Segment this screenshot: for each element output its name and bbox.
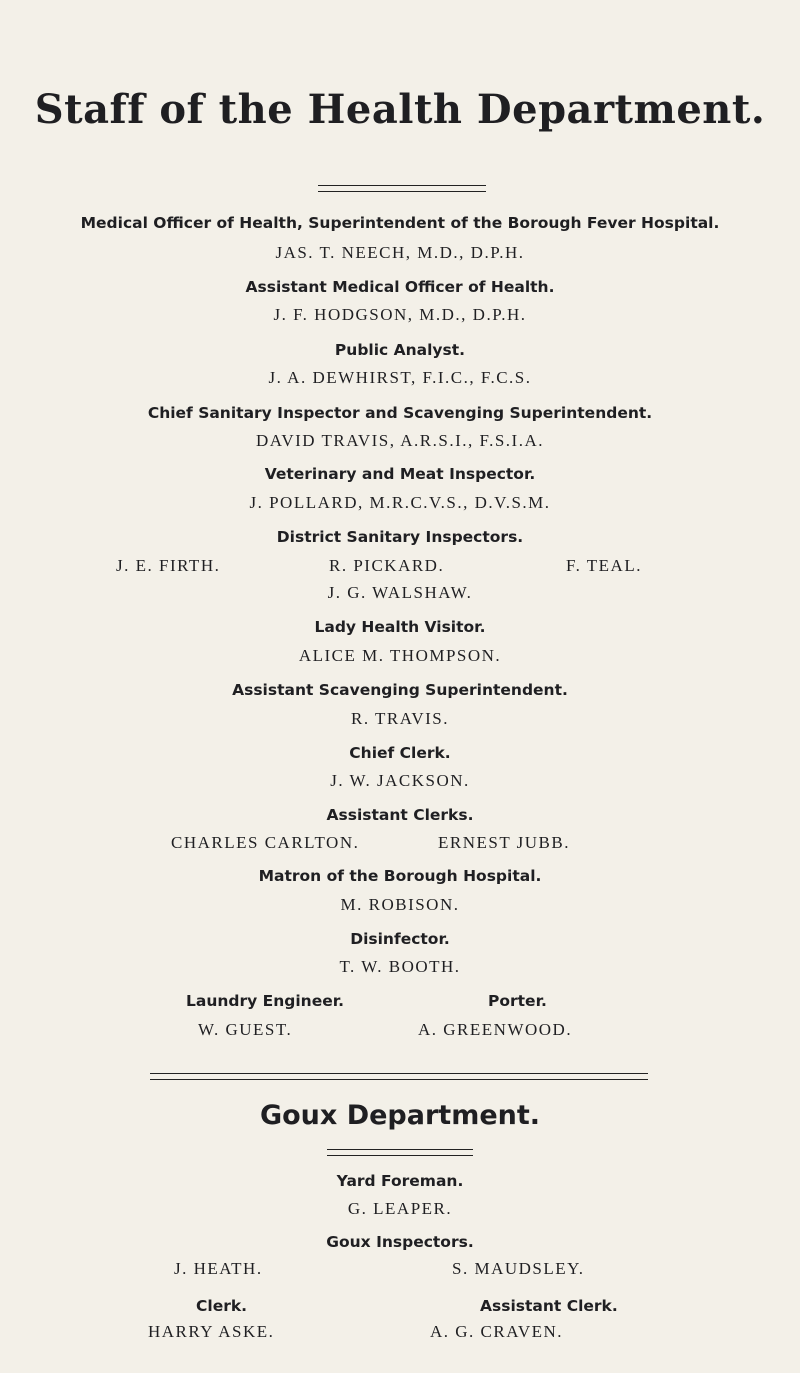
title-rule-top <box>318 185 486 186</box>
public-analyst-name: J. A. DEWHIRST, F.I.C., F.C.S. <box>268 368 532 387</box>
goux-inspector-name: S. MAUDSLEY. <box>452 1259 585 1278</box>
goux-clerk-heading: Clerk. <box>196 1297 248 1315</box>
goux-assistant-clerk-heading: Assistant Clerk. <box>480 1297 618 1315</box>
matron-heading: Matron of the Borough Hospital. <box>258 867 542 885</box>
public-analyst-heading: Public Analyst. <box>334 341 466 359</box>
goux-inspector-name: J. HEATH. <box>174 1259 263 1278</box>
district-inspector-name: F. TEAL. <box>566 556 642 575</box>
goux-assistant-clerk-name: A. G. CRAVEN. <box>430 1322 564 1341</box>
assistant-moh-name: J. F. HODGSON, M.D., D.P.H. <box>273 305 527 324</box>
goux-clerk-name: HARRY ASKE. <box>148 1322 275 1341</box>
assistant-scavenging-heading: Assistant Scavenging Superintendent. <box>232 681 568 699</box>
assistant-moh-heading: Assistant Medical Officer of Health. <box>245 278 555 296</box>
porter-name: A. GREENWOOD. <box>418 1020 573 1039</box>
medical-officer-name: JAS. T. NEECH, M.D., D.P.H. <box>275 243 525 262</box>
matron-name: M. ROBISON. <box>340 895 460 914</box>
disinfector-name: T. W. BOOTH. <box>339 957 461 976</box>
disinfector-heading: Disinfector. <box>350 930 450 948</box>
veterinary-heading: Veterinary and Meat Inspector. <box>264 465 536 483</box>
chief-sanitary-heading: Chief Sanitary Inspector and Scavenging Superintendent. <box>147 404 653 422</box>
page-title: Staff of the Health Department. <box>34 86 766 133</box>
district-inspector-name: R. PICKARD. <box>329 556 445 575</box>
assistant-clerk-name: CHARLES CARLTON. <box>171 833 360 852</box>
yard-foreman-heading: Yard Foreman. <box>336 1172 464 1190</box>
goux-title: Goux Department. <box>259 1100 541 1131</box>
assistant-clerk-name: ERNEST JUBB. <box>438 833 570 852</box>
lady-health-visitor-heading: Lady Health Visitor. <box>314 618 486 636</box>
porter-heading: Porter. <box>488 992 547 1010</box>
laundry-engineer-heading: Laundry Engineer. <box>186 992 345 1010</box>
lady-health-visitor-name: ALICE M. THOMPSON. <box>298 646 502 665</box>
laundry-engineer-name: W. GUEST. <box>198 1020 293 1039</box>
assistant-scavenging-name: R. TRAVIS. <box>351 709 449 728</box>
section-divider-top <box>150 1073 648 1074</box>
yard-foreman-name: G. LEAPER. <box>347 1199 453 1218</box>
district-inspector-extra-name: J. G. WALSHAW. <box>327 583 473 602</box>
medical-officer-heading: Medical Officer of Health, Superintendent of the Borough Fever Hospital. <box>80 214 720 232</box>
chief-clerk-name: J. W. JACKSON. <box>330 771 470 790</box>
title-rule-bottom <box>318 191 486 192</box>
district-inspectors-heading: District Sanitary Inspectors. <box>276 528 524 546</box>
chief-sanitary-name: DAVID TRAVIS, A.R.S.I., F.S.I.A. <box>255 431 544 450</box>
goux-inspectors-heading: Goux Inspectors. <box>326 1233 474 1251</box>
district-inspector-name: J. E. FIRTH. <box>116 556 221 575</box>
section-divider-bottom <box>150 1079 648 1080</box>
veterinary-name: J. POLLARD, M.R.C.V.S., D.V.S.M. <box>249 493 551 512</box>
assistant-clerks-heading: Assistant Clerks. <box>326 806 474 824</box>
chief-clerk-heading: Chief Clerk. <box>349 744 451 762</box>
